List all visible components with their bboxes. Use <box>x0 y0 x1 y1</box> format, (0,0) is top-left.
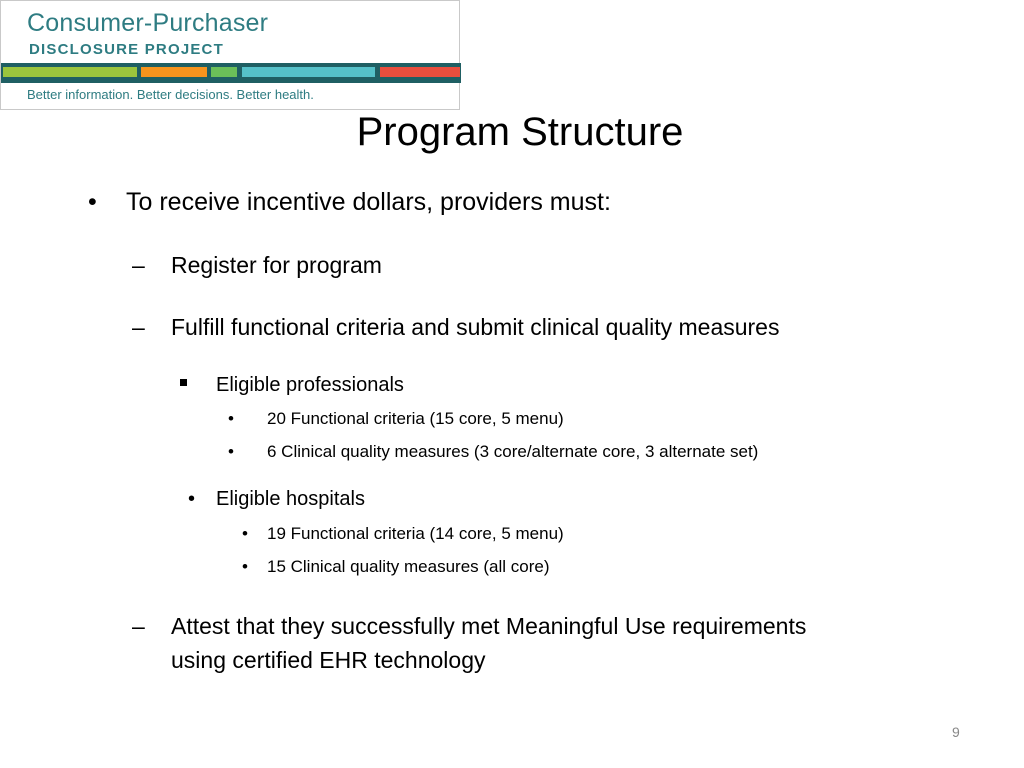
bullet-text: 20 Functional criteria (15 core, 5 menu) <box>267 409 564 428</box>
stripe-segment-green <box>3 67 137 77</box>
bullet-text: Eligible professionals <box>216 374 404 396</box>
bullet-text: Register for program <box>171 252 382 278</box>
bullet-marker: • <box>242 557 248 576</box>
bullet-text: 19 Functional criteria (14 core, 5 menu) <box>267 524 564 543</box>
logo-subtitle: DISCLOSURE PROJECT <box>29 41 224 58</box>
page-number: 9 <box>952 724 960 740</box>
bullet-text: Eligible hospitals <box>216 488 365 510</box>
bullet-marker: • <box>88 188 97 216</box>
stripe-segment-orange <box>141 67 207 77</box>
bullet-marker: • <box>228 442 234 461</box>
bullet-marker: • <box>228 409 234 428</box>
bullet-text: Fulfill functional criteria and submit clinical quality measures <box>171 314 780 340</box>
logo-tagline: Better information. Better decisions. Better health. <box>27 87 314 102</box>
stripe-segment-lightgreen <box>211 67 237 77</box>
dash-marker: – <box>132 252 145 278</box>
bullet-text: Attest that they successfully met Meaningful Use requirements <box>171 613 807 639</box>
dash-marker: – <box>132 613 145 639</box>
stripe-segment-cyan <box>242 67 375 77</box>
logo-title: Consumer-Purchaser <box>27 9 269 37</box>
square-bullet-marker <box>180 379 187 386</box>
bullet-text: 15 Clinical quality measures (all core) <box>267 557 550 576</box>
logo <box>0 0 460 110</box>
bullet-marker: • <box>188 488 196 510</box>
bullet-text: To receive incentive dollars, providers must: <box>126 188 611 216</box>
bullet-marker: • <box>242 524 248 543</box>
slide-title: Program Structure <box>356 110 684 154</box>
bullet-text-continued: using certified EHR technology <box>171 647 486 673</box>
stripe-segment-red <box>380 67 460 77</box>
dash-marker: – <box>132 314 145 340</box>
bullet-text: 6 Clinical quality measures (3 core/alternate core, 3 alternate set) <box>267 442 759 461</box>
